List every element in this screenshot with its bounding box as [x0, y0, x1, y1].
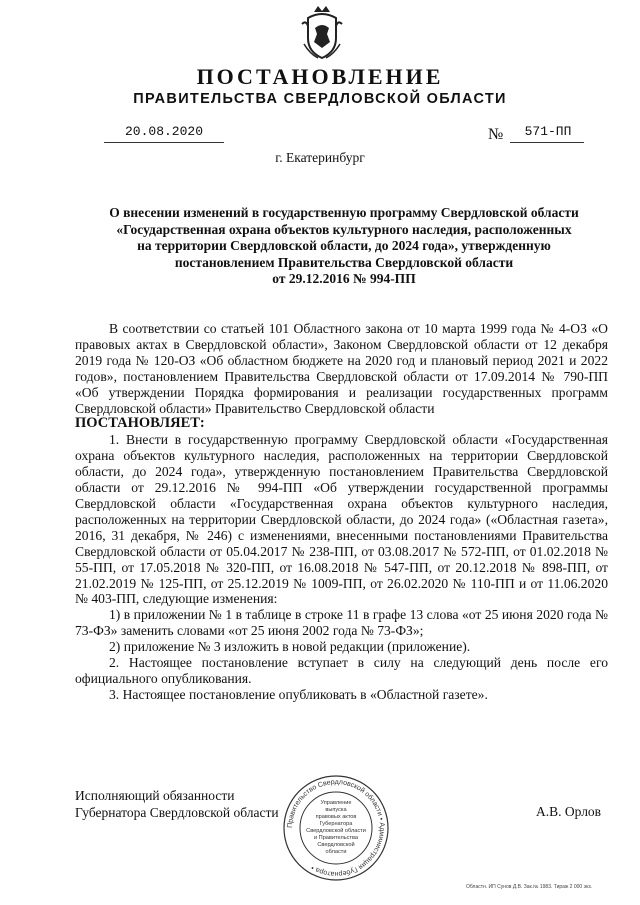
issuer-subtitle: ПРАВИТЕЛЬСТВА СВЕРДЛОВСКОЙ ОБЛАСТИ — [133, 91, 507, 107]
item-3-paragraph: 3. Настоящее постановление опубликовать в «Областной газете». — [109, 686, 488, 702]
signatory-position-line: Губернатора Свердловской области — [75, 805, 279, 820]
document-date: 20.08.2020 — [124, 124, 203, 139]
item-1-1-paragraph: 1) в приложении № 1 в таблице в строке 11 в графе 13 слова «от 25 июня 2020 года № 73-ФЗ» заменить словами «от 25 июня 2002 года № 73-ФЗ»; — [75, 607, 608, 639]
document-body — [75, 321, 608, 703]
official-stamp — [282, 774, 390, 882]
coat-of-arms-icon — [300, 4, 344, 62]
date-underline — [104, 142, 224, 143]
document-title-line: «Государственная охрана объектов культурного наследия, расположенных — [116, 221, 572, 237]
stamp-center-line: области — [325, 849, 347, 855]
document-number: 571-ПП — [524, 124, 572, 139]
document-title-line: от 29.12.2016 № 994-ПП — [272, 271, 416, 286]
stamp-center-line: Свердловской области — [306, 828, 366, 834]
resolves-heading: ПОСТАНОВЛЯЕТ: — [75, 415, 205, 432]
city: г. Екатеринбург — [275, 150, 365, 165]
number-underline — [510, 142, 584, 143]
signatory-position-line: Исполняющий обязанности — [75, 788, 235, 803]
document-type-title: ПОСТАНОВЛЕНИЕ — [196, 64, 444, 89]
signatory-name: А.В. Орлов — [536, 804, 602, 819]
item-1-2-paragraph: 2) приложение № 3 изложить в новой редакции (приложение). — [109, 639, 471, 655]
number-sign: № — [488, 126, 504, 143]
signatory-position — [75, 787, 279, 821]
stamp-center-line: Губернатора — [319, 821, 353, 827]
stamp-center-line: правовых актов — [315, 814, 357, 820]
print-footer: Областн. ИП Сунов Д.В. Зак.№ 1983. Тираж 2 000 экз. — [466, 884, 593, 890]
document-title — [76, 205, 612, 288]
stamp-outer-text: Правительство Свердловской области • Администрация Губернатора • — [286, 778, 386, 878]
preamble-paragraph: В соответствии со статьей 101 Областного закона от 10 марта 1999 года № 4-ОЗ «О правовых актах в Свердловской области», Законом Свердловской области от 12 декабря 2019 года № 120-ОЗ «Об областном бюджете на 2020 год и плановый период 2021 и 2022 годов», постановлением Правительства Свердловской области от 17.09.2014 № 790-ПП «Об утверждении Порядка формирования и реализации государственных программ Свердловской области» Правительство Свердловской области — [75, 321, 608, 416]
document-title-line: на территории Свердловской области, до 2024 года», утвержденную — [137, 238, 551, 253]
item-1-paragraph: 1. Внести в государственную программу Свердловской области «Государственная охрана объектов культурного наследия, расположенных на территории Свердловской области, до 2024 года», утвержденную постановлением Правительства Свердловской области от 29.12.2016 № 994-ПП «Об утверждении государственной программы Свердловской области «Государственная охрана объектов культурного наследия, расположенных на территории Свердловской области, до 2024 года» («Областная газета», 2016, 31 декабря, № 246) с изменениями, внесенными постановлениями Правительства Свердловской области от 05.04.2017 № 238-ПП, от 03.08.2017 № 572-ПП, от 01.02.2018 № 55-ПП, от 17.05.2018 № 320-ПП, от 16.08.2018 № 547-ПП, от 20.12.2018 № 898-ПП, от 21.02.2019 № 125-ПП, от 25.12.2019 № 1009-ПП, от 26.02.2020 № 110-ПП и от 11.06.2020 № 403-ПП, следующие изменения: — [75, 432, 608, 607]
stamp-center-line: и Правительства — [314, 835, 358, 841]
item-2-paragraph: 2. Настоящее постановление вступает в силу на следующий день после его официального опубликования. — [75, 655, 608, 686]
document-title-line: постановлением Правительства Свердловской области — [174, 254, 514, 270]
stamp-center-line: Управление — [320, 800, 352, 806]
stamp-center-line: Свердловской — [317, 842, 355, 848]
stamp-center-line: выпуска — [325, 807, 347, 813]
document-title-line: О внесении изменений в государственную программу Свердловской области — [109, 205, 579, 220]
